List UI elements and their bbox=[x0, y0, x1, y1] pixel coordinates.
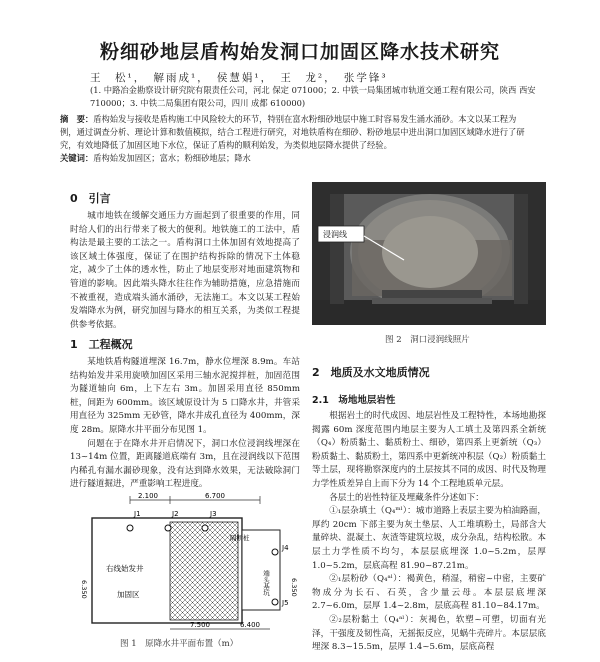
paper-title: 粉细砂地层盾构始发洞口加固区降水技术研究 bbox=[99, 41, 500, 63]
figure-2-caption: 图 2 洞口浸润线照片 bbox=[385, 335, 470, 345]
fig1-dim-top-1: 2.100 bbox=[137, 492, 159, 500]
fig1-dim-top-2: 6.700 bbox=[204, 492, 226, 500]
authors: 王 松¹， 解雨成¹， 侯慧娟¹， 王 龙²， 张学锋³ bbox=[90, 72, 388, 84]
fig1-shaft-label: 右线始发井 bbox=[106, 564, 144, 573]
fig1-label-j5: J5 bbox=[282, 599, 289, 607]
section-2-paragraph-4: ②₁层粉砂（Q₄ᵃˡ）：褐黄色，稍湿，稍密~中密，主要矿物成分为长石、石英，含少量云母。本层层底埋深 2.7~6.0m，层厚 1.4~2.8m，层底高程 81.10~84.17m。 bbox=[312, 574, 546, 612]
fig1-label-j4: J4 bbox=[282, 544, 289, 552]
keywords-label: 关键词： bbox=[60, 153, 94, 163]
section-2-paragraph-3: ①₁层杂填土（Q₄ᵐˡ）：城市道路上表层主要为柏油路面，厚约 20cm 下部主要为灰土垫层、人工堆填粉土，局部含大量碎块、混凝土、灰渣等建筑垃圾，成分杂乱，结构松散。本层土力学性质不均匀，本层层底埋深 1.0~5.2m，层厚 1.0~5.2m，层底高程 81.90~87.21m。 bbox=[312, 506, 546, 571]
fig1-well-j2 bbox=[165, 525, 171, 531]
fig1-label-j1: J1 bbox=[134, 510, 141, 518]
abstract-label: 摘 要： bbox=[60, 114, 94, 124]
keywords bbox=[60, 152, 530, 165]
figure-2-label: 浸润线 bbox=[323, 230, 347, 239]
keywords-text: 盾构始发加固区；富水；粉细砂地层；降水 bbox=[93, 153, 251, 163]
section-1-paragraph-2: 问题在于在降水井开启情况下，洞口水位浸润线埋深在 13~14m 位置，距离隧道底端有 3m，且在浸润线以下范围内稀孔有漏水漏砂现象，没有达到降水效果，无法破除洞门进行隧道掘进，严重影响工程进度。 bbox=[70, 438, 300, 490]
fig1-reinforce-zone bbox=[170, 522, 238, 620]
section-0-heading: 0 引言 bbox=[70, 192, 111, 205]
fig1-well-j1 bbox=[127, 525, 133, 531]
section-1-body bbox=[70, 356, 300, 492]
fig1-reinforce-label: 加固区 bbox=[117, 590, 140, 599]
affiliation: (1. 中路冶金勘察设计研究院有限责任公司，河北 保定 071000；2. 中铁一局集团城市轨道交通工程有限公司，陕西 西安 710000；3. 中铁二局集团有限公司，四川 成都 610000) bbox=[90, 85, 536, 108]
section-2-paragraph-5: ②₂层粉黏土（Q₄ᵃˡ）：灰褐色，软塑~可塑，切面有光泽，干强度及韧性高，无摇振反应，见蜗牛壳碎片。本层层底埋深 8.3~15.5m，层厚 1.4~5.6m，层底高程 bbox=[312, 614, 546, 653]
fig1-dim-bottom-2: 6.400 bbox=[239, 621, 261, 629]
fig1-well-j3 bbox=[202, 525, 208, 531]
fig1-label-j3: J3 bbox=[210, 510, 217, 518]
abstract bbox=[60, 113, 530, 152]
fig1-well-j4 bbox=[272, 549, 278, 555]
section-2-paragraph-2: 各层土的岩性特征及埋藏条件分述如下： bbox=[329, 492, 484, 503]
section-2-paragraph-1: 根据岩土的时代成因、地层岩性及工程特性，本场地勘探揭露 60m 深度范围内地层主要为人工填土及第四系全新统（Q₄）粉质黏土、黏质粉土、细砂，第四系上更新统（Q₃）粉质黏土、黏质粉土，第四系中更新统冲积层（Q₂）粉质黏土等土层，现将勘察深度内的土层按其不同的成因、时代及物理力学性质差异自上而下分为 14 个工程地质单元层。 bbox=[312, 411, 546, 489]
figure-1-caption: 图 1 原降水井平面布置（m） bbox=[120, 639, 239, 649]
section-1-paragraph-1: 某地铁盾构隧道埋深 16.7m，静水位埋深 8.9m。车站结构始发井采用旋喷加固区采用三轴水泥搅拌桩，加固范围为隧道轴向 6m，上下左右 3m。加固采用直径 850mm 桩，间距为 600mm。该区域原设计为 5 口降水井，井管采用直径为 325mm 无砂管，降水井成孔直径为 400mm，深度 28m。原降水井平面分布见图 1。 bbox=[70, 357, 300, 435]
section-2-1-heading: 2.1 场地地层岩性 bbox=[312, 395, 396, 406]
section-1-heading: 1 工程概况 bbox=[70, 338, 133, 351]
fig1-label-j2: J2 bbox=[172, 510, 179, 518]
section-2-body bbox=[312, 410, 546, 655]
fig1-end-pit bbox=[242, 530, 280, 610]
fig1-pit-label: 端头基坑 bbox=[262, 570, 270, 596]
fig1-well-j5 bbox=[272, 599, 278, 605]
fig1-frame-label: 隔断桩 bbox=[230, 534, 250, 542]
abstract-text: 盾构始发与接收是盾构施工中风险较大的环节，特别在富水粉细砂地层中施工时容易发生涌水涌砂。本文以某工程为例，通过调查分析、理论计算和数值模拟，结合工程进行研究，对地铁盾构在细砂、粉砂地层中进出洞口加固区域降水进行了研究，有效地降低了加固区地下水位，保证了盾构的顺利始发，为类似地层降水提供了经验。 bbox=[60, 114, 525, 150]
section-0-body bbox=[70, 210, 300, 332]
figure-1-drawing bbox=[70, 490, 302, 635]
section-0-paragraph: 城市地铁在缓解交通压力方面起到了很重要的作用，同时给人们的出行带来了极大的便利。地铁施工的工法中，盾构法是最主要的工法之一。盾构洞口土体加固有效地提高了该区域土体强度，保证了在围护结构拆除的情况下土体稳定，减少了土体的透水性，防止了地层变形对地面建筑物和管道的影响。因此端头降水往往作为辅助措施，应急措施而不被重视，造成端头涌水涌砂，无法施工。本文以某工程始发端降水为例，研究加固与降水的相互关系，为类似工程提供参考依据。 bbox=[70, 211, 300, 330]
fig1-dim-right: 6.350 bbox=[290, 578, 298, 597]
figure-2-illustration bbox=[312, 182, 546, 325]
figure-2-photo bbox=[312, 182, 546, 325]
section-2-heading: 2 地质及水文地质情况 bbox=[312, 366, 430, 379]
fig1-dim-bottom-1: 7.500 bbox=[189, 621, 211, 629]
fig1-dim-left: 6.350 bbox=[80, 580, 88, 599]
